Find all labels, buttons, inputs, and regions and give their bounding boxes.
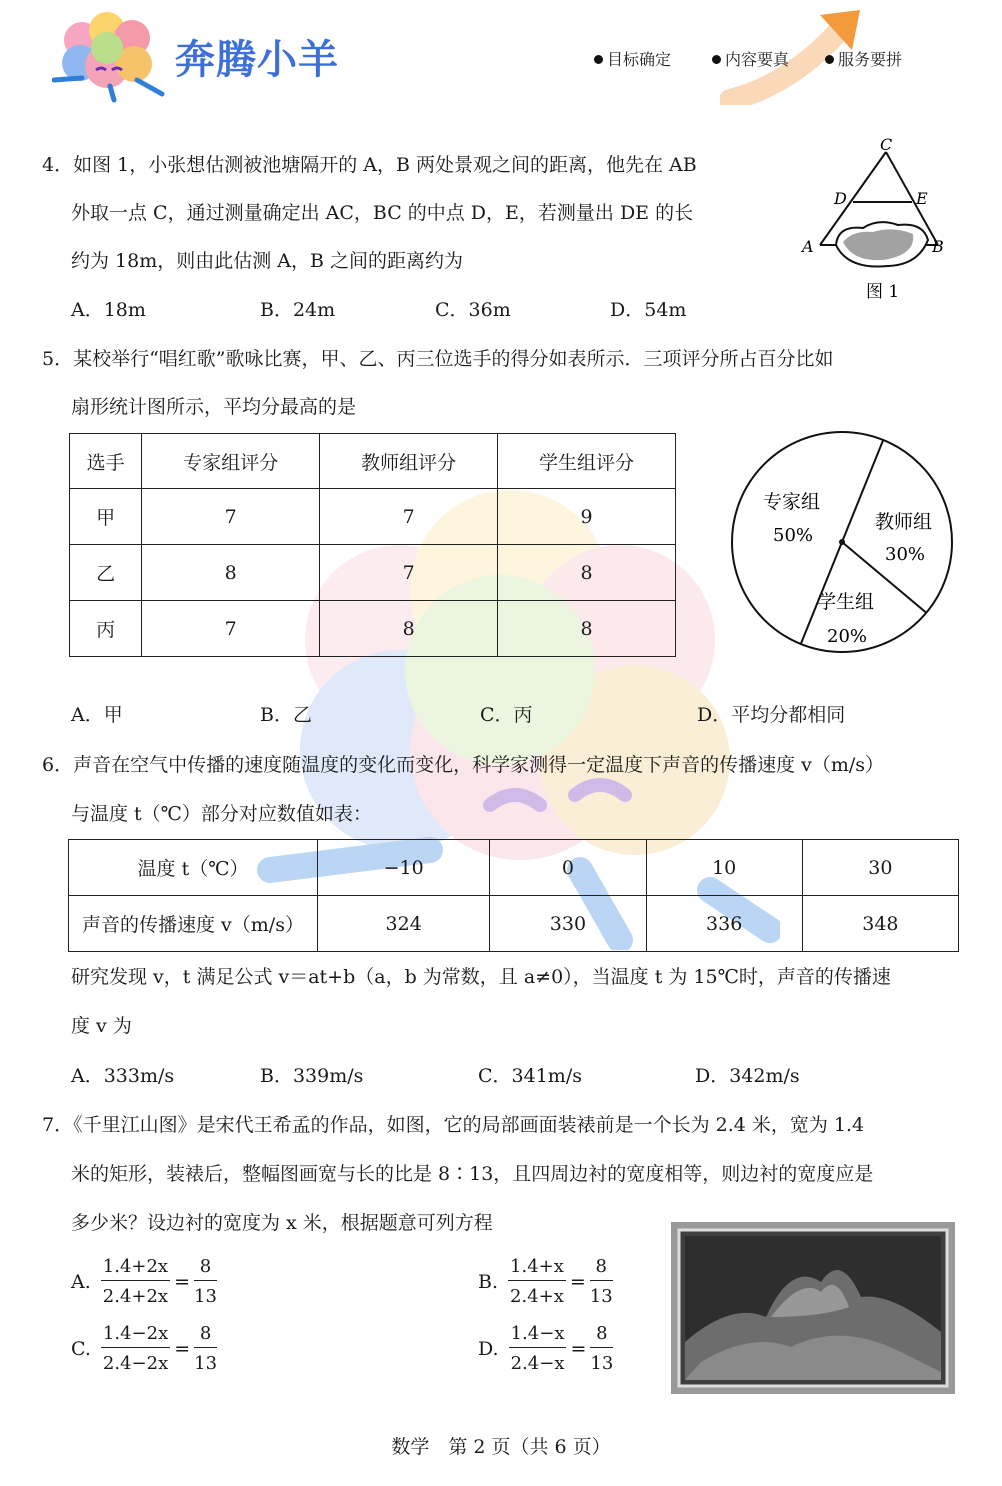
page-footer: 数学 第 2 页（共 6 页） <box>391 1436 611 1458</box>
q5-score-table <box>69 433 676 657</box>
q7-option-a <box>71 1256 217 1307</box>
q6-after-line-1: 研究发现 v，t 满足公式 v＝at+b（a，b 为常数，且 a≠0），当温度 t 为 15℃时，声音的传播速 <box>71 966 891 988</box>
q6-line-2: 与温度 t（℃）部分对应数值如表： <box>71 803 372 825</box>
equals-sign: = <box>174 1337 191 1360</box>
table-cell: 8 <box>498 545 676 601</box>
table-cell: 8 <box>320 601 498 657</box>
q4-option-a: A．18m <box>71 299 146 321</box>
label-b: B <box>932 237 944 256</box>
table-cell: 330 <box>490 896 646 952</box>
q4-line-1: 4．如图 1，小张想估测被池塘隔开的 A，B 两处景观之间的距离，他先在 AB <box>42 154 697 176</box>
landscape-painting-image <box>671 1222 955 1394</box>
q7-option-c <box>71 1323 217 1374</box>
fraction-left: $\frac{1.4-2x}{2.4-2x}$ <box>102 1323 169 1374</box>
table-cell: 324 <box>318 896 490 952</box>
table-cell: 丙 <box>70 601 142 657</box>
table-cell: 8 <box>142 545 320 601</box>
table-header-row <box>70 434 676 489</box>
pie-value-teacher: 30% <box>885 544 926 565</box>
table-header-cell: 教师组评分 <box>320 434 498 489</box>
table-row <box>70 601 676 657</box>
table-cell: −10 <box>318 840 490 896</box>
option-letter: A. <box>71 1270 91 1293</box>
table-cell: 336 <box>646 896 802 952</box>
q7-option-b <box>478 1256 613 1307</box>
brand-logo-icon <box>52 8 172 103</box>
table-header-cell: 学生组评分 <box>498 434 676 489</box>
q6-line-1: 6．声音在空气中传播的速度随温度的变化而变化，科学家测得一定温度下声音的传播速度 v（m/s） <box>42 754 885 776</box>
fraction-left: $\frac{1.4+x}{2.4+x}$ <box>510 1256 564 1307</box>
table-header-cell: 声音的传播速度 v（m/s） <box>69 896 318 952</box>
q4-line-2: 外取一点 C，通过测量确定出 AC，BC 的中点 D，E，若测量出 DE 的长 <box>71 202 694 224</box>
pie-label-student: 学生组 <box>817 591 875 613</box>
table-cell: 7 <box>320 545 498 601</box>
label-e: E <box>916 189 928 208</box>
label-a: A <box>802 237 814 256</box>
q5-option-c: C．丙 <box>480 704 533 726</box>
pie-value-expert: 50% <box>773 525 814 546</box>
option-letter: D. <box>478 1337 499 1360</box>
q7-line-3: 多少米？设边衬的宽度为 x 米，根据题意可列方程 <box>71 1212 493 1234</box>
q6-option-a: A．333m/s <box>71 1065 175 1087</box>
table-header-cell: 温度 t（℃） <box>69 840 318 896</box>
label-c: C <box>880 135 893 154</box>
q5-line-1: 5．某校举行“唱红歌”歌咏比赛，甲、乙、丙三位选手的得分如表所示．三项评分所占百分比如 <box>42 348 834 370</box>
equals-sign: = <box>570 1337 587 1360</box>
table-row <box>69 840 959 896</box>
q5-line-2: 扇形统计图所示，平均分最高的是 <box>71 396 357 418</box>
table-header-cell: 专家组评分 <box>142 434 320 489</box>
table-row <box>70 545 676 601</box>
table-cell: 7 <box>320 489 498 545</box>
q5-option-a: A．甲 <box>71 704 123 726</box>
fraction-right: $\frac{8}{13}$ <box>590 1323 614 1374</box>
figure-caption: 图 1 <box>866 282 900 302</box>
q5-option-d: D．平均分都相同 <box>697 704 846 726</box>
q4-option-c: C．36m <box>435 299 511 321</box>
q6-option-d: D．342m/s <box>695 1065 800 1087</box>
q4-option-d: D．54m <box>610 299 687 321</box>
fraction-right: $\frac{8}{13}$ <box>589 1256 613 1307</box>
q6-speed-table <box>68 839 959 952</box>
table-cell: 甲 <box>70 489 142 545</box>
equals-sign: = <box>569 1270 586 1293</box>
slogan-item: 内容要真 <box>712 47 789 70</box>
fraction-right: $\frac{8}{13}$ <box>194 1256 217 1307</box>
table-cell: 7 <box>142 601 320 657</box>
slogan-item: 服务要拼 <box>825 47 902 70</box>
q7-option-d <box>478 1323 613 1374</box>
table-row <box>69 896 959 952</box>
table-cell: 8 <box>498 601 676 657</box>
equals-sign: = <box>174 1270 190 1293</box>
label-d: D <box>834 189 847 208</box>
q7-line-2: 米的矩形，装裱后，整幅图画宽与长的比是 8∶13，且四周边衬的宽度相等，则边衬的宽度应是 <box>71 1163 874 1185</box>
q6-option-b: B．339m/s <box>260 1065 364 1087</box>
table-cell: 9 <box>498 489 676 545</box>
q5-option-b: B．乙 <box>260 704 312 726</box>
pie-label-expert: 专家组 <box>763 491 821 513</box>
fraction-right: $\frac{8}{13}$ <box>194 1323 218 1374</box>
table-cell: 0 <box>490 840 646 896</box>
q6-after-line-2: 度 v 为 <box>71 1015 132 1037</box>
pie-center-point <box>839 539 845 545</box>
pie-value-student: 20% <box>827 626 868 647</box>
option-letter: B. <box>478 1270 499 1293</box>
table-cell: 7 <box>142 489 320 545</box>
fraction-left: $\frac{1.4-x}{2.4-x}$ <box>510 1323 565 1374</box>
q4-line-3: 约为 18m，则由此估测 A，B 之间的距离约为 <box>71 250 463 272</box>
table-cell: 乙 <box>70 545 142 601</box>
q4-triangle-figure <box>798 130 958 305</box>
fraction-left: $\frac{1.4+2x}{2.4+2x}$ <box>102 1256 169 1307</box>
option-letter: C. <box>71 1337 91 1360</box>
brand-name: 奔腾小羊 <box>175 37 339 83</box>
table-cell: 10 <box>646 840 802 896</box>
table-cell: 30 <box>802 840 958 896</box>
table-header-cell: 选手 <box>70 434 142 489</box>
pie-label-teacher: 教师组 <box>875 511 933 533</box>
q4-option-b: B．24m <box>260 299 336 321</box>
table-cell: 348 <box>802 896 958 952</box>
table-row <box>70 489 676 545</box>
q5-pie-chart <box>725 428 961 658</box>
slogan-item: 目标确定 <box>594 47 671 70</box>
q7-line-1: 7．《千里江山图》是宋代王希孟的作品，如图，它的局部画面装裱前是一个长为 2.4 米，宽为 1.4 <box>42 1114 865 1136</box>
q6-option-c: C．341m/s <box>478 1065 582 1087</box>
